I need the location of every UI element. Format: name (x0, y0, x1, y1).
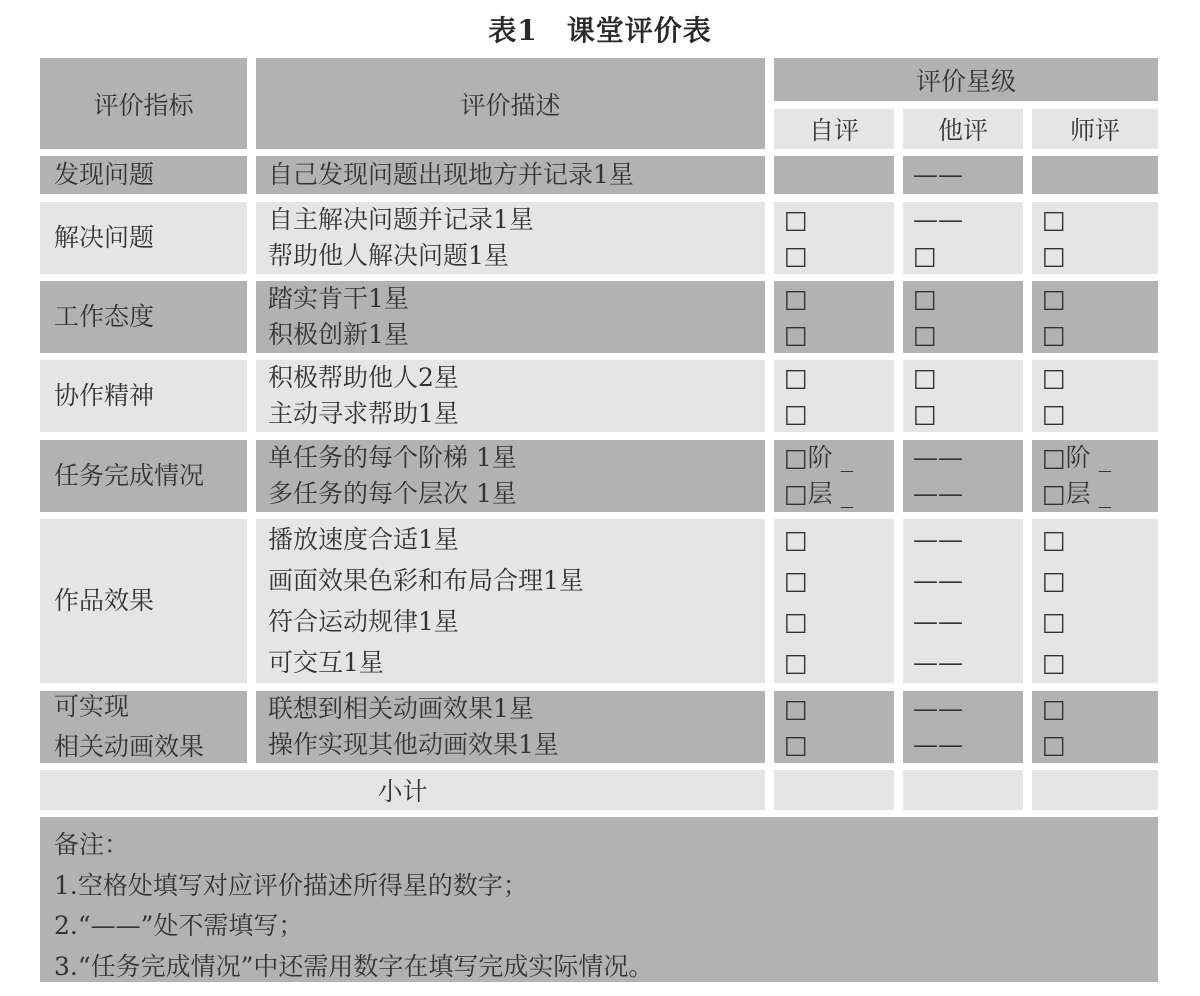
checkbox[interactable]: □ (1042, 524, 1066, 554)
indicator-label: 作品效果 (54, 586, 155, 615)
not-required-dash: —— (913, 443, 963, 472)
description-cell (256, 519, 765, 683)
peer-eval-cell (903, 281, 1023, 353)
description-item: 自己发现问题出现地方并记录1星 (268, 160, 634, 189)
description-item: 操作实现其他动画效果1星 (268, 730, 559, 759)
table-title: 表1 课堂评价表 (488, 14, 712, 47)
checkbox[interactable]: □ (784, 694, 808, 723)
indicator-label: 协作精神 (54, 381, 155, 410)
indicator-cell (40, 281, 247, 353)
teacher-eval-cell (1032, 440, 1158, 512)
description-item: 单任务的每个阶梯 1星 (268, 443, 517, 472)
indicator-cell (40, 691, 247, 763)
checkbox[interactable]: □ (913, 399, 937, 428)
header-description: 评价描述 (256, 58, 765, 149)
level-blank[interactable]: □层 _ (784, 479, 854, 508)
note-item: 3.“任务完成情况”中还需用数字在填写完成实际情况。 (54, 951, 654, 981)
header-indicator: 评价指标 (40, 58, 247, 149)
checkbox[interactable]: □ (913, 363, 937, 392)
description-cell (256, 156, 765, 194)
description-item: 主动寻求帮助1星 (268, 399, 459, 428)
description-cell (256, 281, 765, 353)
checkbox[interactable]: □ (913, 284, 937, 313)
not-required-dash: —— (913, 479, 963, 508)
checkbox[interactable]: □ (784, 399, 808, 428)
description-item: 踏实肯干1星 (268, 284, 409, 313)
description-item: 积极创新1星 (268, 320, 409, 349)
not-required-dash: —— (913, 205, 963, 234)
self-eval-cell (774, 691, 894, 763)
self-eval-cell (774, 360, 894, 432)
subtotal-label: 小计 (40, 770, 765, 810)
not-required-dash: —— (913, 730, 963, 759)
level-blank[interactable]: □层 _ (1042, 479, 1112, 508)
description-item: 符合运动规律1星 (268, 606, 459, 636)
description-cell (256, 202, 765, 274)
header-peer-eval: 他评 (903, 109, 1023, 149)
checkbox[interactable]: □ (1042, 284, 1066, 313)
not-required-dash: —— (913, 565, 963, 595)
subtotal-peer-cell[interactable] (903, 770, 1023, 810)
description-cell (256, 691, 765, 763)
description-cell (256, 360, 765, 432)
teacher-eval-cell (1032, 360, 1158, 432)
checkbox[interactable]: □ (1042, 694, 1066, 723)
description-item: 积极帮助他人2星 (268, 363, 459, 392)
teacher-eval-cell (1032, 691, 1158, 763)
header-self-eval: 自评 (774, 109, 894, 149)
indicator-cell (40, 156, 247, 194)
header-teacher-eval: 师评 (1032, 109, 1158, 149)
checkbox[interactable]: □ (784, 284, 808, 313)
not-required-dash: —— (913, 606, 963, 636)
peer-eval-cell (903, 691, 1023, 763)
not-required-dash: —— (913, 160, 963, 189)
checkbox[interactable]: □ (784, 606, 808, 636)
indicator-label: 可实现 (54, 692, 130, 721)
indicator-label: 发现问题 (54, 160, 155, 189)
checkbox[interactable]: □ (1042, 565, 1066, 595)
notes-box (40, 817, 1158, 982)
teacher-eval-cell (1032, 202, 1158, 274)
description-cell (256, 440, 765, 512)
header-star-rating: 评价星级 (774, 58, 1158, 101)
teacher-eval-cell (1032, 156, 1158, 194)
checkbox[interactable]: □ (1042, 320, 1066, 349)
teacher-eval-cell (1032, 519, 1158, 683)
checkbox[interactable]: □ (784, 730, 808, 759)
stage-blank[interactable]: □阶 _ (784, 443, 854, 472)
checkbox[interactable]: □ (1042, 730, 1066, 759)
notes-heading: 备注： (54, 830, 130, 859)
indicator-label: 解决问题 (54, 223, 155, 252)
peer-eval-cell (903, 202, 1023, 274)
checkbox[interactable]: □ (1042, 205, 1066, 234)
checkbox[interactable]: □ (1042, 241, 1066, 270)
note-item: 1.空格处填写对应评价描述所得星的数字； (54, 870, 528, 900)
indicator-cell (40, 202, 247, 274)
indicator-cell (40, 440, 247, 512)
checkbox[interactable]: □ (784, 524, 808, 554)
checkbox[interactable]: □ (1042, 606, 1066, 636)
self-eval-cell (774, 202, 894, 274)
subtotal-self-cell[interactable] (774, 770, 894, 810)
checkbox[interactable]: □ (784, 320, 808, 349)
self-eval-cell (774, 519, 894, 683)
self-eval-cell (774, 281, 894, 353)
checkbox[interactable]: □ (913, 320, 937, 349)
checkbox[interactable]: □ (784, 565, 808, 595)
description-item: 画面效果色彩和布局合理1星 (268, 565, 584, 595)
not-required-dash: —— (913, 694, 963, 723)
not-required-dash: —— (913, 524, 963, 554)
description-item: 可交互1星 (268, 647, 384, 677)
checkbox[interactable]: □ (784, 647, 808, 677)
subtotal-teacher-cell[interactable] (1032, 770, 1158, 810)
indicator-cell (40, 360, 247, 432)
self-eval-cell (774, 156, 894, 194)
peer-eval-cell (903, 519, 1023, 683)
indicator-label: 任务完成情况 (54, 461, 205, 490)
peer-eval-cell (903, 156, 1023, 194)
indicator-label: 工作态度 (54, 302, 155, 331)
checkbox[interactable]: □ (784, 241, 808, 270)
checkbox[interactable]: □ (1042, 647, 1066, 677)
stage-blank[interactable]: □阶 _ (1042, 443, 1112, 472)
checkbox[interactable]: □ (1042, 399, 1066, 428)
checkbox[interactable]: □ (1042, 363, 1066, 392)
indicator-label: 相关动画效果 (54, 732, 205, 761)
checkbox[interactable]: □ (784, 205, 808, 234)
description-item: 帮助他人解决问题1星 (268, 241, 509, 270)
description-item: 自主解决问题并记录1星 (268, 205, 534, 234)
description-item: 播放速度合适1星 (268, 524, 459, 554)
description-item: 多任务的每个层次 1星 (268, 479, 517, 508)
teacher-eval-cell (1032, 281, 1158, 353)
note-item: 2.“——”处不需填写； (54, 911, 304, 940)
not-required-dash: —— (913, 647, 963, 677)
indicator-cell (40, 519, 247, 683)
self-eval-cell (774, 440, 894, 512)
description-item: 联想到相关动画效果1星 (268, 694, 534, 723)
checkbox[interactable]: □ (784, 363, 808, 392)
peer-eval-cell (903, 360, 1023, 432)
peer-eval-cell (903, 440, 1023, 512)
checkbox[interactable]: □ (913, 241, 937, 270)
